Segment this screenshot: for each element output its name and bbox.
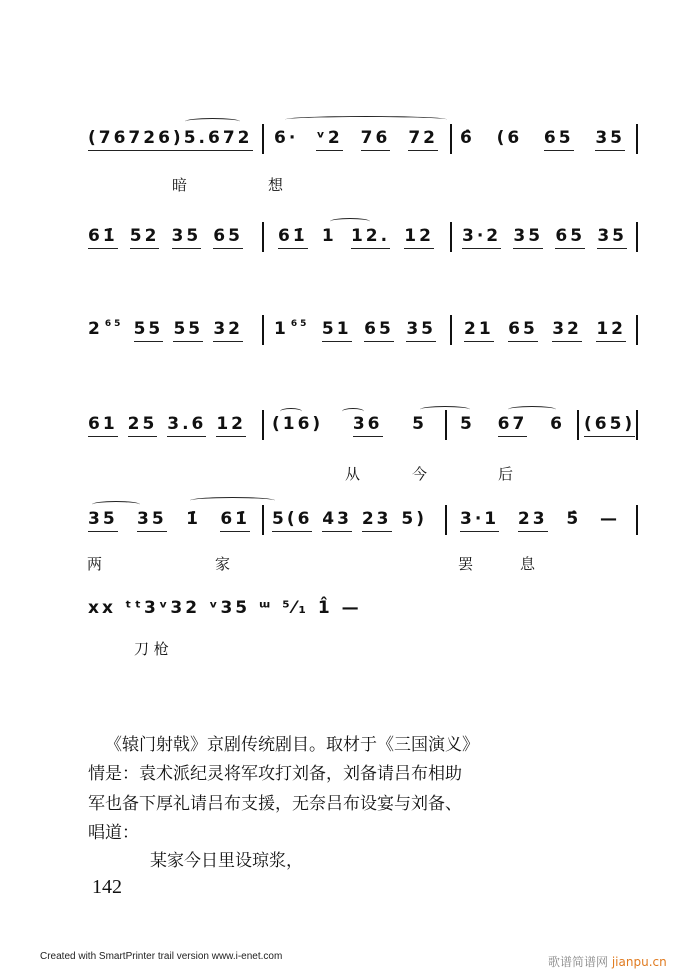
lyric: 后	[498, 465, 514, 483]
note: 65	[213, 226, 243, 249]
note: 5.6	[184, 128, 223, 151]
note: 61	[88, 414, 118, 437]
note: 12	[216, 414, 246, 437]
text-line: 情是：袁术派纪灵将军攻打刘备，刘备请吕布相助	[88, 764, 462, 784]
measure	[88, 509, 250, 532]
note: 67	[498, 414, 528, 437]
lyric: 从	[345, 465, 361, 483]
note-text: 2	[88, 319, 103, 339]
measure	[462, 226, 627, 249]
note	[88, 319, 123, 342]
note: 51	[322, 319, 352, 342]
measure	[88, 226, 243, 249]
measure	[88, 598, 362, 620]
note: 21	[464, 319, 494, 342]
note: 65	[544, 128, 574, 151]
bar-line	[262, 505, 264, 535]
grace-note: 65	[290, 319, 310, 329]
note: 43	[322, 509, 352, 532]
note: 35	[88, 509, 118, 532]
lyric: 今	[412, 465, 428, 483]
note: 35	[406, 319, 436, 342]
note: 35	[595, 128, 625, 151]
watermark-site: jianpu.cn	[611, 955, 667, 969]
bar-line	[636, 222, 638, 252]
note: 5	[460, 414, 475, 434]
watermark-cn: 歌谱简谱网	[548, 955, 609, 969]
measure	[274, 128, 438, 151]
note: 76	[361, 128, 391, 151]
note: 3.6	[167, 414, 206, 437]
note: —	[599, 509, 620, 529]
note: 3·2	[462, 226, 501, 249]
bar-line	[636, 410, 638, 440]
watermark	[548, 953, 667, 970]
note: 5	[412, 414, 427, 434]
measure	[460, 414, 565, 437]
note: 72	[223, 128, 253, 151]
note: 23	[362, 509, 392, 532]
bar-line	[262, 222, 264, 252]
note	[274, 319, 309, 342]
measure	[460, 128, 625, 151]
note: ᵛ2	[316, 128, 342, 151]
note: (6	[496, 128, 523, 148]
measure	[460, 509, 620, 532]
footer-credit: Created with SmartPrinter trail version www.i-enet.com	[40, 951, 283, 962]
bar-line	[262, 124, 264, 154]
page-number: 142	[92, 876, 122, 898]
bar-line	[450, 124, 452, 154]
note: (16)	[272, 414, 324, 434]
slur	[285, 116, 447, 123]
slur	[280, 408, 302, 415]
note: 36	[353, 414, 383, 437]
lyric: 家	[215, 555, 231, 573]
note: 52	[130, 226, 160, 249]
score-system-2	[0, 220, 690, 260]
text-line: 《辕门射戟》京剧传统剧目。取材于《三国演义》	[105, 735, 479, 755]
bar-line	[450, 315, 452, 345]
score-system-3	[0, 313, 690, 353]
note: 6·	[274, 128, 299, 148]
note: 65	[508, 319, 538, 342]
note: 12	[404, 226, 434, 249]
note: (65)	[584, 414, 635, 437]
note: 35	[172, 226, 202, 249]
lyric: 罢	[458, 555, 474, 573]
note: 61̇	[220, 509, 250, 532]
bar-line	[636, 315, 638, 345]
bar-line	[636, 505, 638, 535]
score-system-1	[0, 122, 690, 194]
score-system-6	[0, 592, 690, 658]
lyric: 息	[520, 555, 536, 573]
score-system-4	[0, 408, 690, 483]
note: 35	[513, 226, 543, 249]
slur	[185, 118, 240, 125]
note: 3·1	[460, 509, 499, 532]
measure	[88, 414, 246, 437]
note: 61̇	[278, 226, 308, 249]
slur	[508, 406, 556, 413]
note: 23	[518, 509, 548, 532]
note: 6̂	[460, 128, 475, 148]
note-line: xx ᵗᵗ3ᵛ32 ᵛ35 ᵚ ⁵⁄₁ 1̂ —	[88, 598, 362, 618]
note: 6	[550, 414, 565, 434]
note: 32	[213, 319, 243, 342]
bar-line	[445, 410, 447, 440]
note: 35	[137, 509, 167, 532]
note: 1̇	[186, 509, 201, 529]
note: (767	[88, 128, 143, 151]
measure	[272, 509, 427, 532]
text-line: 某家今日里设琼浆，	[150, 851, 303, 871]
note: 72	[408, 128, 438, 151]
note: 5)	[401, 509, 427, 529]
note: 32	[552, 319, 582, 342]
measure	[464, 319, 626, 342]
bar-line	[445, 505, 447, 535]
note: 26)	[143, 128, 183, 151]
note: 5̂	[566, 509, 582, 529]
bar-line	[577, 410, 579, 440]
slur	[92, 501, 140, 508]
note: 25	[128, 414, 158, 437]
measure	[88, 128, 253, 151]
measure	[88, 319, 243, 342]
note: 61̇	[88, 226, 118, 249]
measure	[274, 319, 436, 342]
note: 55	[173, 319, 203, 342]
slur	[330, 218, 370, 225]
note: 12	[596, 319, 626, 342]
lyric: 暗	[172, 176, 188, 194]
grace-note: 65	[104, 319, 124, 329]
note: 35	[597, 226, 627, 249]
note: 65	[555, 226, 585, 249]
lyric: 想	[268, 176, 284, 194]
bar-line	[262, 315, 264, 345]
note: 1	[321, 226, 337, 246]
measure	[278, 226, 434, 249]
note: 12.	[351, 226, 390, 249]
note: 55	[134, 319, 164, 342]
slur	[190, 497, 275, 504]
note-text: 1	[274, 319, 289, 339]
text-line: 军也备下厚礼请吕布支援，无奈吕布设宴与刘备、	[88, 794, 462, 814]
note: 5(6	[272, 509, 312, 532]
text-line: 唱道：	[88, 823, 139, 843]
score-system-5	[0, 503, 690, 573]
bar-line	[636, 124, 638, 154]
note: 65	[364, 319, 394, 342]
lyric: 刀 枪	[134, 640, 169, 658]
measure	[272, 414, 427, 437]
bar-line	[450, 222, 452, 252]
measure	[584, 414, 636, 437]
lyric: 两	[87, 555, 103, 573]
slur	[342, 408, 364, 415]
bar-line	[262, 410, 264, 440]
